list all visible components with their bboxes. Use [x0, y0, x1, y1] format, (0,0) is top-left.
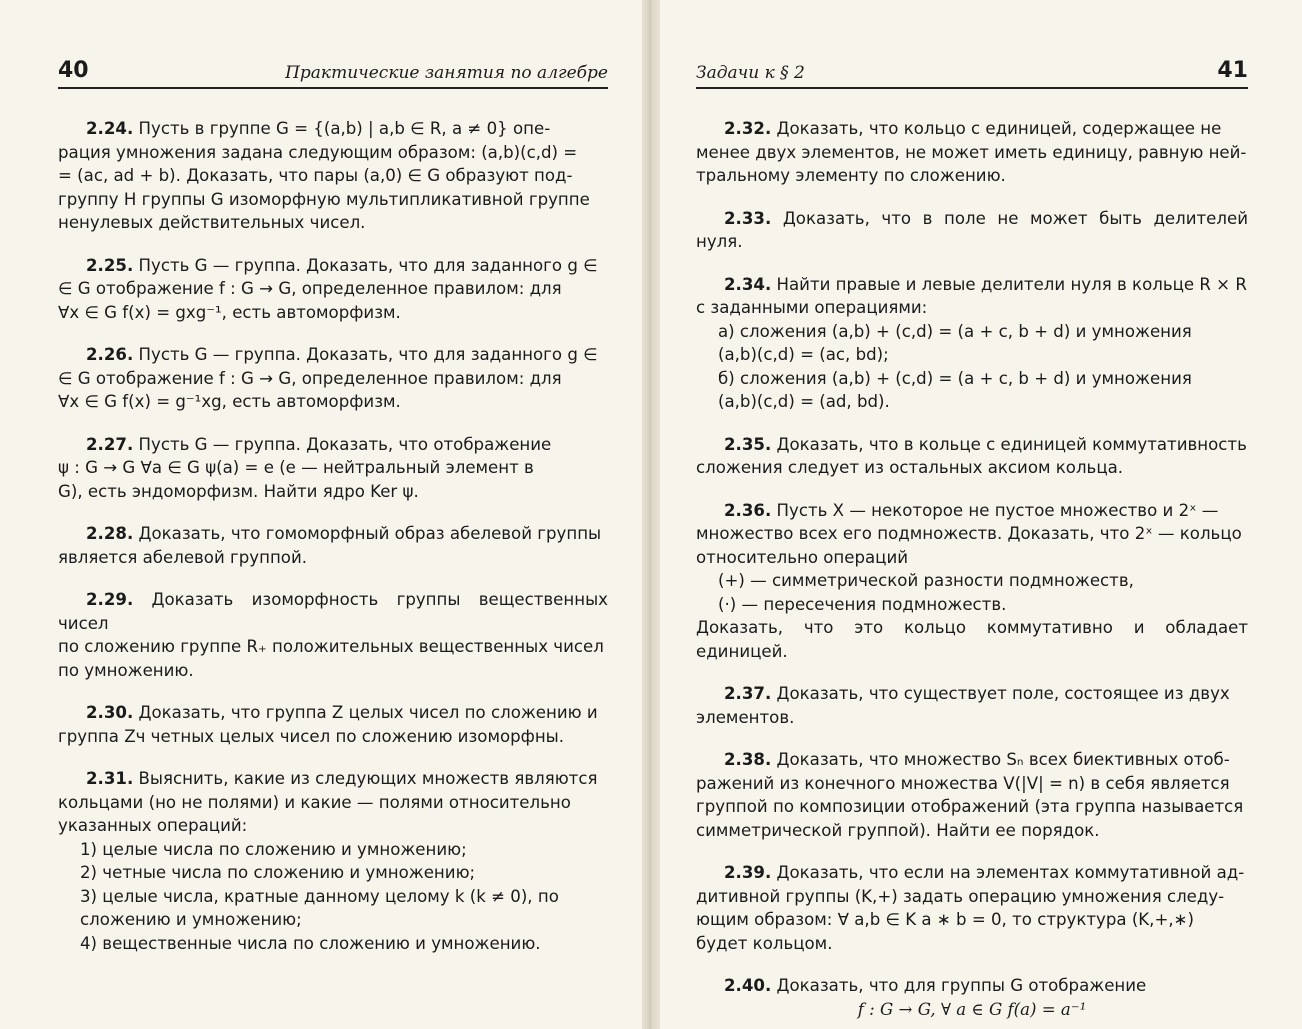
problem-text-line [696, 207, 1248, 254]
problem-text: Доказать, что группа Z целых чисел по сложению и [138, 703, 598, 722]
problem-subitem: 1) целые числа по сложению и умножению; [80, 839, 467, 859]
problem-text-line: ражений из конечного множества V(|V| = n) в себя является [696, 773, 1230, 793]
problem-text: Доказать изоморфность группы вещественных чисел [58, 590, 608, 633]
problem-text-line: = (ac, ad + b). Доказать, что пары (a,0) ∈ G образуют под- [58, 166, 573, 185]
problem-text-line: ющим образом: ∀ a,b ∈ K a ∗ b = 0, то структура (K,+,∗) [696, 910, 1195, 929]
problem-text-line: указанных операций: [58, 816, 248, 835]
problem-text-line: сложения следует из остальных аксиом кольца. [696, 458, 1124, 477]
problem-text-line: ∀x ∈ G f(x) = g⁻¹xg, есть автоморфизм. [58, 392, 401, 411]
problem-2-39 [696, 861, 1248, 955]
problem-2-30 [58, 701, 608, 748]
problem-number: 2.36. [724, 500, 772, 520]
problem-subitem: (a,b)(c,d) = (ac, bd); [718, 345, 889, 364]
problem-2-28 [58, 522, 608, 569]
running-title: Задачи к § 2 [696, 63, 805, 83]
left-page-body [58, 117, 608, 955]
problem-text: Доказать, что в поле не может быть делителей нуля. [696, 208, 1248, 251]
problem-subitem: б) сложения (a,b) + (c,d) = (a + c, b + d) и умножения [718, 368, 1192, 388]
problem-text: Пусть G — группа. Доказать, что для заданного g ∈ [138, 345, 598, 364]
problem-2-26 [58, 343, 608, 414]
problem-text-line [696, 861, 1248, 885]
problem-text-line: группу H группы G изоморфную мультипликативной группе [58, 189, 590, 209]
problem-text: Пусть G — группа. Доказать, что для заданного g ∈ [138, 255, 598, 275]
problem-text-line: ненулевых действительных чисел. [58, 213, 366, 232]
problem-text-line: ψ : G → G ∀a ∈ G ψ(a) = e (e — нейтральный элемент в [58, 458, 534, 477]
problem-text-line: G), есть эндоморфизм. Найти ядро Ker ψ. [58, 481, 419, 501]
problem-text: Доказать, что множество Sₙ всех биективных отоб- [776, 750, 1230, 769]
problem-text-line: кольцами (но не полями) и какие — полями относительно [58, 792, 571, 812]
problem-2-27 [58, 433, 608, 504]
problem-text-line [58, 522, 608, 546]
problem-subitem: 3) целые числа, кратные данному целому k (k ≠ 0), по [80, 886, 559, 906]
problem-text-line [58, 343, 608, 367]
problem-text-line: рация умножения задана следующим образом: (a,b)(c,d) = [58, 142, 578, 162]
problem-number: 2.39. [724, 863, 772, 882]
problem-text-line: будет кольцом. [696, 933, 833, 953]
problem-text-line: множество всех его подмножеств. Доказать, что 2ˣ — кольцо [696, 524, 1242, 543]
left-page [0, 0, 642, 1029]
problem-conclusion: Доказать, что это кольцо коммутативно и обладает единицей. [696, 618, 1248, 661]
problem-2-36 [696, 499, 1248, 664]
problem-subitem: а) сложения (a,b) + (c,d) = (a + c, b + d) и умножения [718, 321, 1192, 341]
right-page [660, 0, 1302, 1029]
problem-number: 2.26. [86, 345, 134, 364]
problem-number: 2.32. [724, 119, 772, 138]
problem-number: 2.30. [86, 703, 134, 722]
problem-number: 2.34. [724, 274, 772, 294]
problem-number: 2.28. [86, 524, 134, 543]
problem-number: 2.24. [86, 119, 134, 138]
problem-text-line: менее двух элементов, не может иметь единицу, равную ней- [696, 142, 1247, 162]
problem-number: 2.25. [86, 255, 134, 275]
problem-number: 2.29. [86, 590, 134, 609]
problem-number: 2.27. [86, 434, 134, 454]
right-page-body [696, 117, 1248, 1021]
problem-subitem: (a,b)(c,d) = (ad, bd). [718, 392, 890, 411]
problem-subitem: (·) — пересечения подмножеств. [718, 594, 1007, 614]
problem-text-line [696, 273, 1248, 297]
page-number: 40 [58, 58, 89, 83]
page-number: 41 [1217, 58, 1248, 83]
problem-text-line [696, 974, 1248, 998]
problem-text-line [58, 254, 608, 278]
problem-2-25 [58, 254, 608, 325]
problem-formula: f : G → G, ∀ a ∈ G f(a) = a⁻¹ [857, 999, 1087, 1019]
problem-text-line: ∈ G отображение f : G → G, определенное правилом: для [58, 368, 562, 388]
problem-text: Пусть G — группа. Доказать, что отображение [138, 434, 552, 454]
problem-2-32 [696, 117, 1248, 188]
problem-text-line: ∀x ∈ G f(x) = gxg⁻¹, есть автоморфизм. [58, 302, 401, 322]
problem-text: Доказать, что для группы G отображение [776, 976, 1147, 995]
right-page-header [696, 58, 1248, 89]
problem-text-line [58, 701, 608, 725]
problem-text-line: по сложению группе R₊ положительных вещественных чисел [58, 637, 604, 656]
problem-2-38 [696, 748, 1248, 842]
problem-number: 2.35. [724, 434, 772, 454]
problem-text-line: является абелевой группой. [58, 547, 308, 567]
problem-2-35 [696, 433, 1248, 480]
problem-text-line: элементов. [696, 707, 795, 727]
problem-subitem: 4) вещественные числа по сложению и умножению. [80, 933, 541, 953]
problem-number: 2.40. [724, 976, 772, 995]
problem-number: 2.31. [86, 769, 134, 788]
problem-text: Доказать, что существует поле, состоящее из двух [776, 684, 1230, 703]
problem-subitem: 2) четные числа по сложению и умножению; [80, 863, 476, 882]
problem-text: Найти правые и левые делители нуля в кольце R × R [776, 274, 1247, 294]
running-title: Практические занятия по алгебре [285, 63, 608, 83]
problem-text-line: тральному элементу по сложению. [696, 166, 1006, 185]
problem-text-line [58, 588, 608, 635]
problem-number: 2.38. [724, 750, 772, 769]
problem-text-line [58, 433, 608, 457]
problem-text-line: дитивной группы (K,+) задать операцию умножения следу- [696, 886, 1225, 906]
problem-text-line: группой по композиции отображений (эта группа называется [696, 797, 1244, 816]
problem-text: Доказать, что в кольце с единицей коммутативность [776, 434, 1247, 454]
problem-text-line [58, 117, 608, 141]
problem-text-line [696, 499, 1248, 523]
problem-text: Пусть X — некоторое не пустое множество и 2ˣ — [776, 500, 1219, 520]
left-page-header [58, 58, 608, 89]
problem-text-line [58, 767, 608, 791]
problem-text: Пусть в группе G = {(a,b) | a,b ∈ R, a ≠ 0} опе- [138, 119, 551, 138]
problem-text-line: группа Zч четных целых чисел по сложению изоморфны. [58, 726, 565, 746]
problem-number: 2.33. [724, 208, 772, 228]
problem-text: Выяснить, какие из следующих множеств являются [138, 769, 598, 788]
problem-2-31 [58, 767, 608, 955]
problem-text-line [696, 682, 1248, 706]
problem-number: 2.37. [724, 684, 772, 703]
problem-text-line [696, 748, 1248, 772]
problem-2-29 [58, 588, 608, 682]
problem-text: Доказать, что гомоморфный образ абелевой группы [138, 524, 602, 543]
problem-text-line: относительно операций [696, 547, 909, 567]
problem-subitem: сложению и умножению; [80, 910, 302, 929]
problem-text: Доказать, что кольцо с единицей, содержащее не [776, 119, 1222, 138]
problem-text-line: ∈ G отображение f : G → G, определенное правилом: для [58, 279, 562, 298]
problem-text-line [696, 117, 1248, 141]
problem-subitem: (+) — симметрической разности подмножеств, [718, 571, 1134, 590]
problem-text-line: с заданными операциями: [696, 298, 928, 317]
problem-text: Доказать, что если на элементах коммутативной ад- [776, 863, 1245, 882]
problem-2-24 [58, 117, 608, 235]
problem-2-37 [696, 682, 1248, 729]
problem-text-line: симметрической группой). Найти ее порядок. [696, 820, 1100, 840]
problem-2-33 [696, 207, 1248, 254]
problem-text-line [696, 433, 1248, 457]
problem-2-40 [696, 974, 1248, 1021]
problem-text-line: по умножению. [58, 660, 194, 680]
problem-2-34 [696, 273, 1248, 414]
